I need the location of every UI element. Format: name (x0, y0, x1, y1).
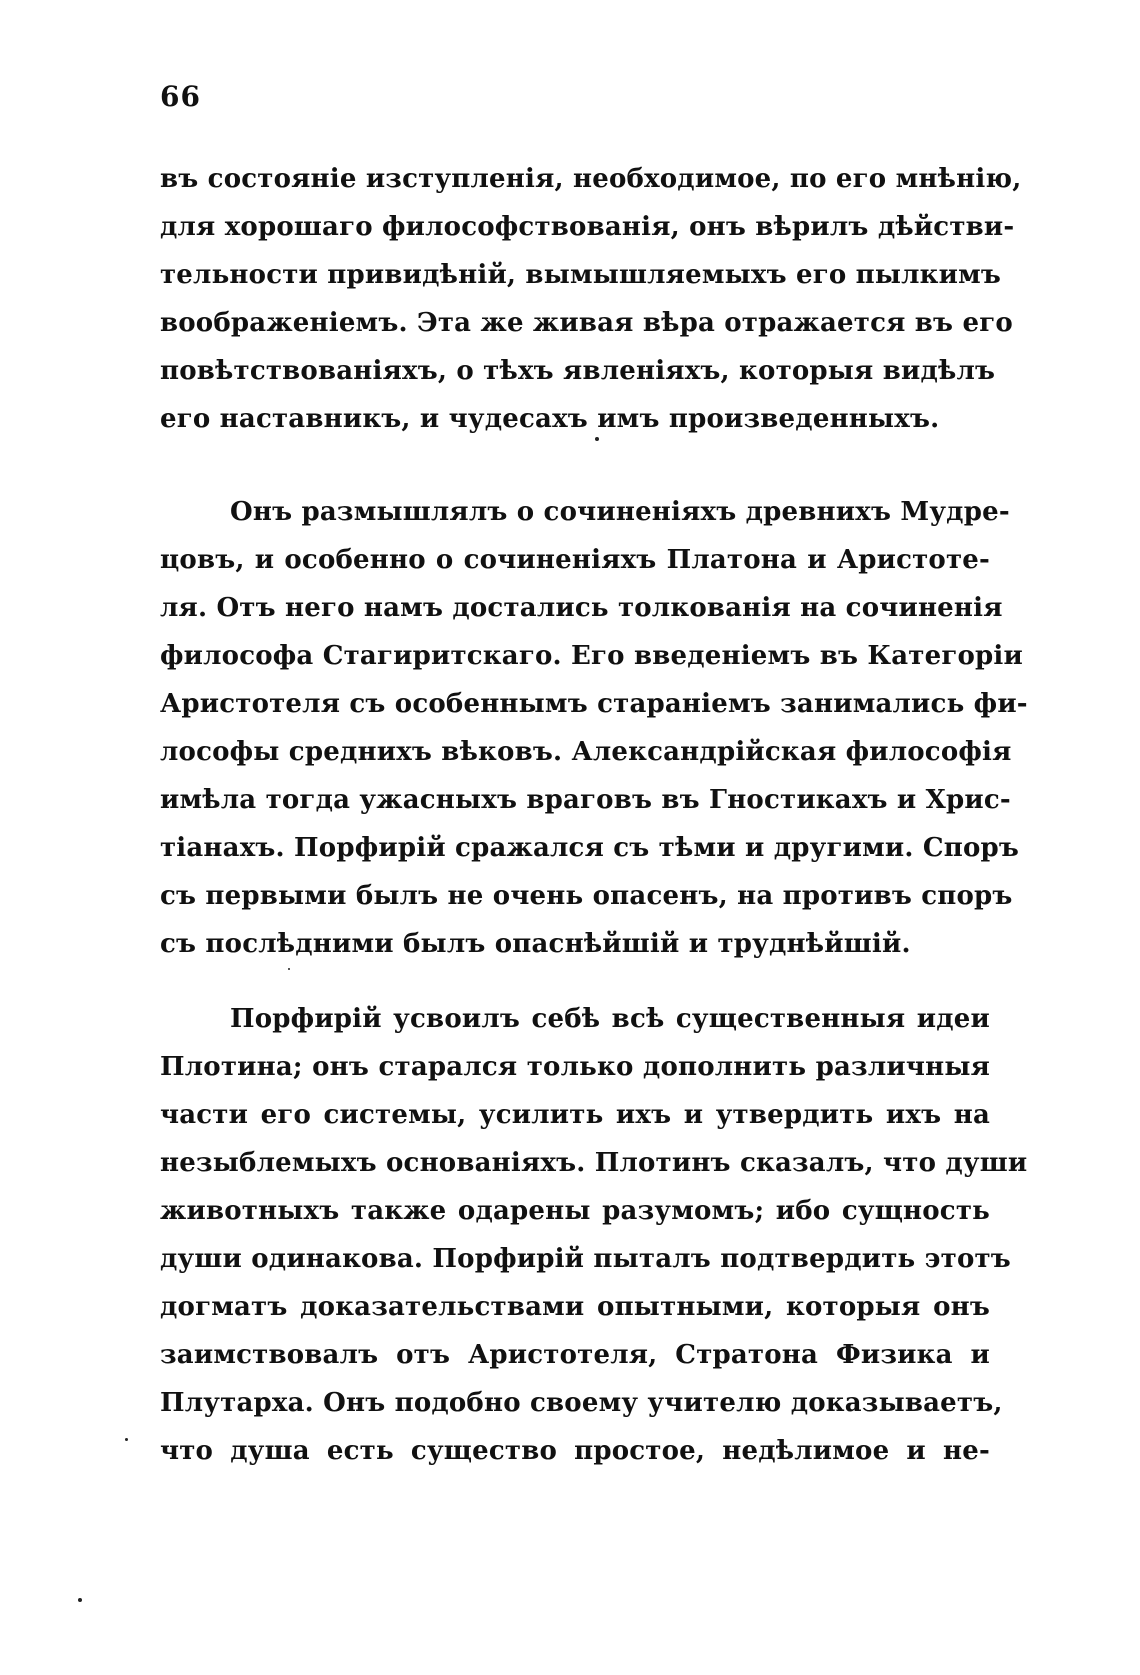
paragraph-2 (160, 488, 1028, 968)
text-line: для хорошаго философствованія, онъ вѣрилъ дѣйстви- (160, 212, 1015, 242)
text-line: заимствовалъ отъ Аристотеля, Стратона Физика и (160, 1340, 990, 1370)
text-line: въ состояніе изступленія, необходимое, по его мнѣнію, (160, 164, 1022, 194)
text-line: Порфирій усвоилъ себѣ всѣ существенныя идеи (230, 1004, 990, 1034)
text-line: его наставникъ, и чудесахъ имъ произведенныхъ. (160, 404, 940, 434)
text-line: догматъ доказательствами опытными, которыя онъ (160, 1292, 990, 1322)
text-line: что душа есть существо простое, недѣлимое и не- (160, 1436, 990, 1466)
text-line: Плутарха. Онъ подобно своему учителю доказываетъ, (160, 1388, 1003, 1418)
text-line: имѣла тогда ужасныхъ враговъ въ Гностикахъ и Хрис- (160, 785, 1011, 815)
text-line: Плотина; онъ старался только дополнить различныя (160, 1052, 990, 1082)
text-line: лософы среднихъ вѣковъ. Александрійская философія (160, 737, 1012, 767)
text-line: философа Стагиритскаго. Его введеніемъ въ Категоріи (160, 641, 1023, 671)
scan-speck (78, 1598, 82, 1602)
text-line: животныхъ также одарены разумомъ; ибо сущность (160, 1196, 990, 1226)
page-number: 66 (160, 80, 201, 113)
paragraph-1 (160, 155, 1022, 443)
text-line: тіанахъ. Порфирій сражался съ тѣми и другими. Споръ (160, 833, 1020, 863)
text-line: воображеніемъ. Эта же живая вѣра отражается въ его (160, 308, 1013, 338)
text-line: части его системы, усилить ихъ и утвердить ихъ на (160, 1100, 990, 1130)
text-line: повѣтствованіяхъ, о тѣхъ явленіяхъ, которыя видѣлъ (160, 356, 996, 386)
scan-speck (288, 968, 290, 970)
text-line: съ послѣдними былъ опаснѣйшій и труднѣйшій. (160, 929, 911, 959)
text-line: души одинакова. Порфирій пыталъ подтвердить этотъ (160, 1244, 1011, 1274)
text-line: Аристотеля съ особеннымъ стараніемъ занимались фи- (160, 689, 1028, 719)
scan-speck (125, 1438, 128, 1441)
text-line: цовъ, и особенно о сочиненіяхъ Платона и Аристоте- (160, 545, 990, 575)
text-line: незыблемыхъ основаніяхъ. Плотинъ сказалъ, что души (160, 1148, 1028, 1178)
paragraph-3 (160, 995, 1028, 1475)
text-line: ля. Отъ него намъ достались толкованія на сочиненія (160, 593, 1003, 623)
text-line: Онъ размышлялъ о сочиненіяхъ древнихъ Мудре- (230, 497, 1010, 527)
scan-speck (595, 437, 599, 441)
text-line: съ первыми былъ не очень опасенъ, на противъ споръ (160, 881, 1013, 911)
text-line: тельности привидѣній, вымышляемыхъ его пылкимъ (160, 260, 1002, 290)
